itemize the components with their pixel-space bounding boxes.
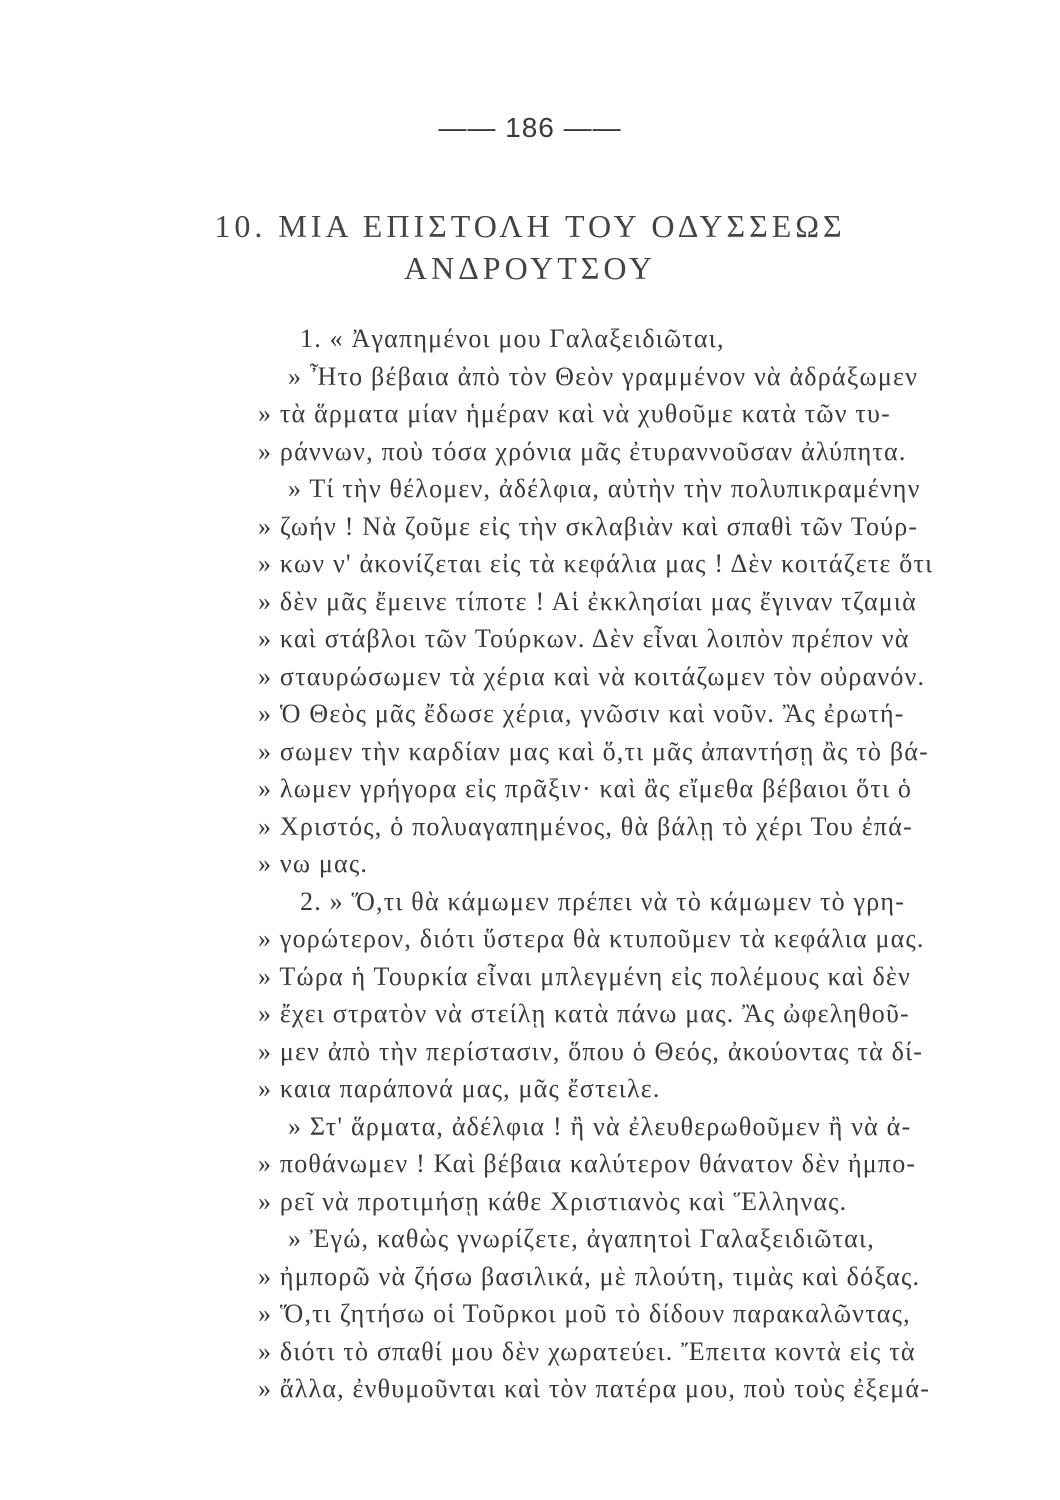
text-line: » Χριστός, ὁ πολυαγαπημένος, θὰ βάλῃ τὸ χέρι Του ἐπά- — [258, 811, 913, 841]
page-number: —— 186 —— — [438, 112, 622, 143]
text-line: » διότι τὸ σπαθί μου δὲν χωρατεύει. Ἔπειτα κοντὰ εἰς τὰ — [258, 1336, 916, 1366]
text-line: » κων ν' ἀκονίζεται εἰς τὰ κεφάλια μας ! Δὲν κοιτάζετε ὅτι — [258, 549, 934, 578]
text-line: 2. » Ὅ,τι θὰ κάμωμεν πρέπει νὰ τὸ κάμωμεν τὸ γρη- — [300, 886, 906, 916]
text-line: 1. « Ἀγαπημένοι μου Γαλαξειδιῶται, — [300, 324, 725, 353]
text-line: » σωμεν τὴν καρδίαν μας καὶ ὅ,τι μᾶς ἀπαντήσῃ ἂς τὸ βά- — [258, 736, 929, 766]
text-line: » Ὁ Θεὸς μᾶς ἔδωσε χέρια, γνῶσιν καὶ νοῦν. Ἂς ἐρωτή- — [258, 699, 905, 728]
text-line: » Τώρα ἡ Τουρκία εἶναι μπλεγμένη εἰς πολέμους καὶ δὲν — [258, 961, 911, 991]
text-line: » ποθάνωμεν ! Καὶ βέβαια καλύτερον θάνατον δὲν ἠμπο- — [258, 1149, 917, 1178]
text-line: » Ὅ,τι ζητήσω οἱ Τοῦρκοι μοῦ τὸ δίδουν παρακαλῶντας, — [258, 1299, 911, 1328]
chapter-title: 10. ΜΙΑ ΕΠΙΣΤΟΛΗ ΤΟΥ ΟΔΥΣΣΕΩΣ — [214, 208, 846, 244]
text-line: » ράννων, ποὺ τόσα χρόνια μᾶς ἐτυραννοῦσαν ἀλύπητα. — [258, 436, 907, 466]
text-line: » μεν ἀπὸ τὴν περίστασιν, ὅπου ὁ Θεός, ἀκούοντας τὰ δί- — [258, 1036, 924, 1066]
text-line: » ζωήν ! Νὰ ζοῦμε εἰς τὴν σκλαβιὰν καὶ σπαθὶ τῶν Τούρ- — [258, 511, 919, 541]
text-line: » νω μας. — [258, 849, 369, 878]
text-line: » γορώτερον, διότι ὕστερα θὰ κτυποῦμεν τὰ κεφάλια μας. — [258, 924, 925, 953]
text-line: » τὰ ἅρματα μίαν ἡμέραν καὶ νὰ χυθοῦμε κατὰ τῶν τυ- — [258, 399, 891, 428]
text-line: » ρεῖ νὰ προτιμήσῃ κάθε Χριστιανὸς καὶ Ἕλληνας. — [258, 1186, 848, 1216]
text-line: » καια παράπονά μας, μᾶς ἔστειλε. — [258, 1074, 661, 1103]
text-line: » Ἐγώ, καθὼς γνωρίζετε, ἀγαπητοὶ Γαλαξειδιῶται, — [288, 1224, 875, 1253]
text-line: » Ἦτο βέβαια ἀπὸ τὸν Θεὸν γραμμένον νὰ ἀδράξωμεν — [288, 361, 919, 391]
letter-body — [258, 320, 1048, 1408]
text-line: » ἔχει στρατὸν νὰ στείλῃ κατὰ πάνω μας. Ἂς ὠφεληθοῦ- — [258, 999, 910, 1028]
text-line: » λωμεν γρήγορα εἰς πρᾶξιν· καὶ ἂς εἴμεθα βέβαιοι ὅτι ὁ — [258, 774, 913, 803]
text-line: » Στ' ἅρματα, ἀδέλφια ! ἢ νὰ ἐλευθερωθοῦμεν ἢ νὰ ἀ- — [288, 1111, 912, 1141]
text-line: » σταυρώσωμεν τὰ χέρια καὶ νὰ κοιτάζωμεν τὸν οὐρανόν. — [258, 661, 926, 691]
text-line: » δὲν μᾶς ἔμεινε τίποτε ! Αἱ ἐκκλησίαι μας ἔγιναν τζαμιὰ — [258, 586, 917, 616]
text-line: » ἠμπορῶ νὰ ζήσω βασιλικά, μὲ πλούτη, τιμὰς καὶ δόξας. — [258, 1261, 921, 1291]
text-line: » καὶ στάβλοι τῶν Τούρκων. Δὲν εἶναι λοιπὸν πρέπον νὰ — [258, 624, 910, 653]
text-line: » Τί τὴν θέλομεν, ἀδέλφια, αὐτὴν τὴν πολυπικραμένην — [288, 474, 921, 503]
chapter-title-continued: ΑΝΔΡΟΥΤΣΟΥ — [403, 250, 656, 286]
text-line: » ἄλλα, ἐνθυμοῦνται καὶ τὸν πατέρα μου, ποὺ τοὺς ἐξεμά- — [258, 1374, 931, 1403]
